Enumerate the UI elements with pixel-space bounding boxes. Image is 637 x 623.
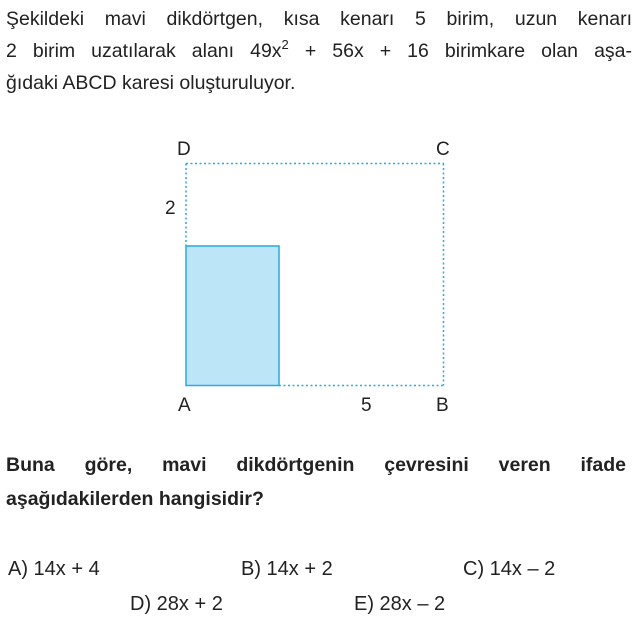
problem-line-1: Şekildeki mavi dikdörtgen, kısa kenarı 5 birim, uzun kenarı [6,8,632,30]
side-label-left: 2 [165,198,176,219]
question-line-2: aşağıdakilerden hangisidir? [6,488,264,510]
blue-rectangle [186,246,279,386]
problem-line-3: ğıdaki ABCD karesi oluşturuluyor. [6,72,296,94]
choice-a[interactable]: A) 14x + 4 [8,558,100,580]
question-line-1: Buna göre, mavi dikdörtgenin çevresini veren ifade [6,454,626,476]
problem-line-2-end: + 56x + 16 birimkare olan aşa- [288,40,632,62]
exponent: 2 [281,37,289,52]
choice-c[interactable]: C) 14x – 2 [463,558,556,580]
choice-b[interactable]: B) 14x + 2 [241,558,333,580]
side-label-bottom: 5 [361,395,372,416]
choice-e[interactable]: E) 28x – 2 [354,593,446,615]
vertex-label-d: D [177,139,191,160]
choice-d[interactable]: D) 28x + 2 [130,593,223,615]
vertex-label-c: C [436,139,450,160]
vertex-label-a: A [178,395,191,416]
vertex-label-b: B [436,395,449,416]
problem-line-2-start: 2 birim uzatılarak alanı 49x [6,40,282,62]
question-text [6,448,626,516]
